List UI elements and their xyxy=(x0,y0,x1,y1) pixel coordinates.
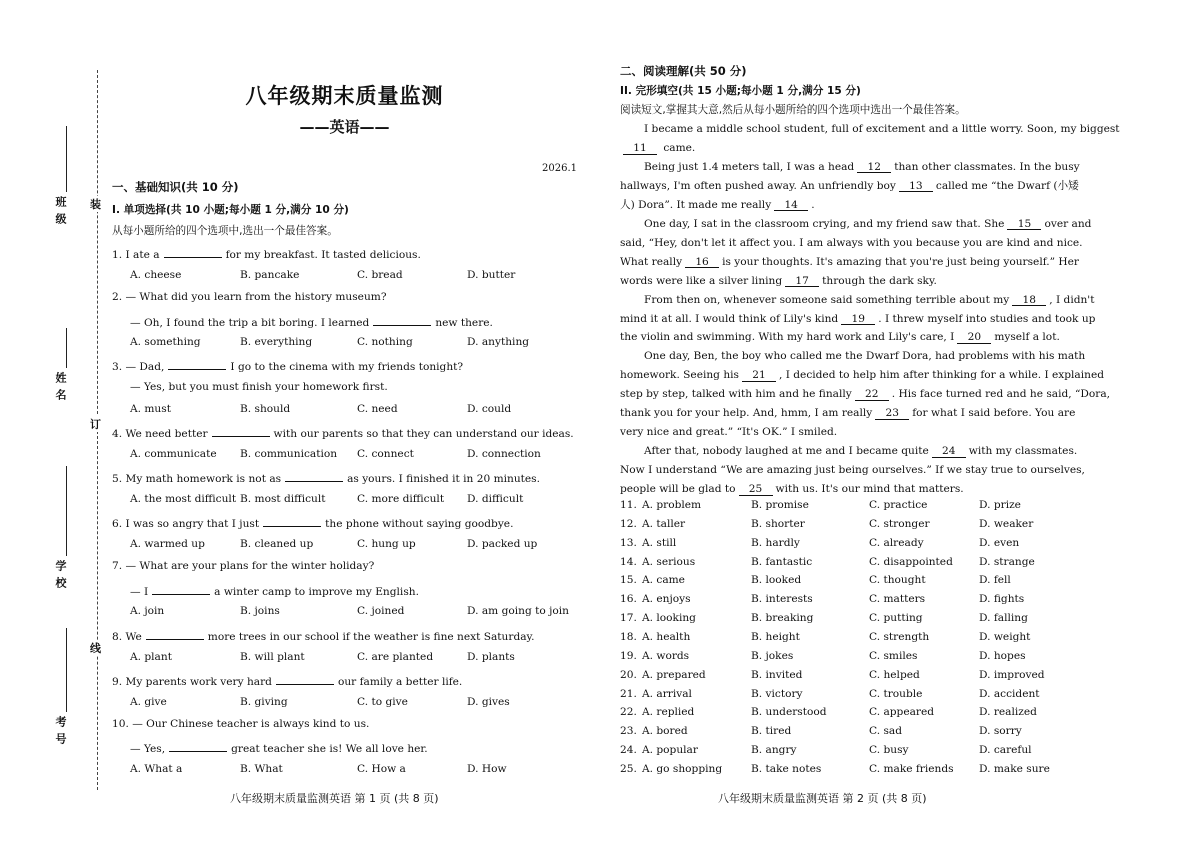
cloze-blank[interactable]: 18 xyxy=(1012,295,1046,307)
answer-blank[interactable] xyxy=(212,426,270,437)
option-c[interactable]: C. thought xyxy=(869,574,926,587)
option-a[interactable]: A. arrival xyxy=(642,687,692,700)
cloze-option-row xyxy=(620,538,1092,550)
passage-text: is your thoughts. It's amazing that you're just being yourself.” Her xyxy=(722,255,1079,268)
option-d[interactable]: D. fights xyxy=(979,593,1025,606)
option-c[interactable]: C. busy xyxy=(869,744,909,757)
question-line xyxy=(112,719,369,730)
answer-blank[interactable] xyxy=(146,629,204,640)
cloze-blank[interactable]: 20 xyxy=(957,332,991,344)
option-c[interactable]: C. appeared xyxy=(869,706,935,719)
question-text: — I xyxy=(130,586,149,598)
passage-line xyxy=(620,143,695,155)
passage-text: very nice and great.” “It's OK.” I smiled. xyxy=(620,426,838,439)
question-line xyxy=(112,561,374,572)
option-d[interactable]: D. packed up xyxy=(467,538,538,550)
option-c[interactable]: C. sad xyxy=(869,725,902,738)
bind-mark-xian: 线 xyxy=(90,642,101,655)
option-a[interactable]: A. prepared xyxy=(642,668,706,681)
passage-text: I became a middle school student, full of excitement and a little worry. Soon, my biggest xyxy=(644,123,1120,135)
option-a[interactable]: A. What a xyxy=(130,763,183,775)
passage-text: the violin and swimming. With my hard work and Lily's care, I xyxy=(620,331,955,344)
passage-text: step by step, talked with him and he finally xyxy=(620,388,852,401)
option-b[interactable]: B. cleaned up xyxy=(240,538,314,550)
answer-blank[interactable] xyxy=(164,247,222,258)
passage-line xyxy=(620,370,1104,382)
question-text: I go to the cinema with my friends tonight? xyxy=(230,361,464,373)
cloze-blank[interactable]: 11 xyxy=(623,143,657,155)
question-number: 16. xyxy=(620,593,637,606)
option-a[interactable]: A. enjoys xyxy=(642,593,691,606)
option-b[interactable]: B. understood xyxy=(751,706,827,719)
question-line xyxy=(130,315,493,329)
passage-text: hallways, I'm often pushed away. An unfriendly boy xyxy=(620,179,896,192)
question-text: our family a better life. xyxy=(337,676,463,688)
question-line xyxy=(112,471,540,485)
passage-line xyxy=(620,332,1060,344)
option-a[interactable]: A. popular xyxy=(642,744,698,757)
option-d[interactable]: D. careful xyxy=(979,744,1032,757)
option-b[interactable]: B. joins xyxy=(240,605,280,617)
option-a[interactable]: A. communicate xyxy=(130,448,217,460)
cloze-option-row xyxy=(620,670,1092,682)
option-a[interactable]: A. join xyxy=(130,605,165,617)
option-b[interactable]: B. tired xyxy=(751,725,792,738)
school-fill-line[interactable] xyxy=(66,466,67,556)
cloze-option-row xyxy=(620,632,1092,644)
question-text: with our parents so that they can understand our ideas. xyxy=(273,428,574,440)
cloze-blank[interactable]: 22 xyxy=(855,389,889,401)
cloze-blank[interactable]: 21 xyxy=(742,370,776,382)
option-b[interactable]: B. jokes xyxy=(751,649,794,662)
option-c[interactable]: C. disappointed xyxy=(869,555,953,568)
school-label: 学校 xyxy=(54,560,67,594)
question-text: more trees in our school if the weather is fine next Saturday. xyxy=(207,631,535,643)
option-a[interactable]: A. cheese xyxy=(130,269,182,281)
cloze-option-row xyxy=(620,500,1092,512)
question-line xyxy=(112,674,462,688)
exam-subtitle: ——英语—— xyxy=(299,118,390,136)
passage-text: people will be glad to xyxy=(620,483,736,496)
option-c[interactable]: C. to give xyxy=(357,696,408,708)
passage-line xyxy=(620,238,1083,249)
option-c[interactable]: C. more difficult xyxy=(357,493,445,505)
passage-line xyxy=(644,124,1120,135)
question-line xyxy=(130,584,419,598)
passage-text: . I threw myself into studies and took up xyxy=(878,312,1096,325)
question-number: 18. xyxy=(620,630,637,643)
option-a[interactable]: A. serious xyxy=(642,555,696,568)
option-row xyxy=(112,494,577,506)
option-c[interactable]: C. bread xyxy=(357,269,403,281)
option-d[interactable]: D. could xyxy=(467,403,512,415)
question-number: 22. xyxy=(620,706,637,719)
passage-line xyxy=(620,200,815,212)
question-number: 24. xyxy=(620,744,637,757)
option-d[interactable]: D. prize xyxy=(979,499,1021,511)
option-b[interactable]: B. should xyxy=(240,403,291,415)
question-number: 17. xyxy=(620,612,637,625)
option-a[interactable]: A. taller xyxy=(642,517,686,530)
option-c[interactable]: C. hung up xyxy=(357,538,416,550)
passage-text: After that, nobody laughed at me and I became quite xyxy=(644,445,929,458)
question-number: 15. xyxy=(620,574,637,587)
option-d[interactable]: D. anything xyxy=(467,336,530,348)
question-text: 2. — What did you learn from the history museum? xyxy=(112,291,387,303)
passage-text: mind it at all. I would think of Lily's kind xyxy=(620,312,839,325)
question-line xyxy=(112,292,387,303)
part2-heading: II. 完形填空(共 15 小题;每小题 1 分,满分 15 分) xyxy=(620,85,861,97)
option-b[interactable]: B. pancake xyxy=(240,269,300,281)
passage-text: for what I said before. You are xyxy=(912,407,1076,420)
answer-blank[interactable] xyxy=(263,516,321,527)
passage-line xyxy=(620,465,1085,476)
option-b[interactable]: B. invited xyxy=(751,668,803,681)
option-c[interactable]: C. practice xyxy=(869,499,928,511)
passage-line xyxy=(644,446,1077,458)
option-c[interactable]: C. are planted xyxy=(357,651,434,663)
option-c[interactable]: C. nothing xyxy=(357,336,413,348)
passage-line xyxy=(620,427,837,438)
option-b[interactable]: B. interests xyxy=(751,593,813,606)
option-a[interactable]: A. the most difficult xyxy=(130,493,237,505)
section2-heading: 二、阅读理解(共 50 分) xyxy=(620,64,747,78)
option-row xyxy=(112,697,577,709)
page2-footer: 八年级期末质量监测英语 第 2 页 (共 8 页) xyxy=(718,792,927,805)
cloze-option-row xyxy=(620,726,1092,738)
option-c[interactable]: C. already xyxy=(869,536,924,549)
passage-text: , I decided to help him after thinking for a while. I explained xyxy=(778,369,1104,382)
option-a[interactable]: A. bored xyxy=(642,725,688,738)
option-row xyxy=(112,652,577,664)
option-b[interactable]: B. hardly xyxy=(751,536,800,549)
cloze-option-row xyxy=(620,689,1092,701)
passage-line xyxy=(644,219,1091,231)
answer-blank[interactable] xyxy=(285,471,343,482)
option-b[interactable]: B. angry xyxy=(751,744,797,757)
option-d[interactable]: D. plants xyxy=(467,651,515,663)
question-text: as yours. I finished it in 20 minutes. xyxy=(347,473,540,485)
option-b[interactable]: B. victory xyxy=(751,687,803,700)
option-d[interactable]: D. difficult xyxy=(467,493,524,505)
option-row xyxy=(112,270,577,282)
option-c[interactable]: C. trouble xyxy=(869,687,923,700)
passage-text: came. xyxy=(660,141,696,154)
cloze-option-row xyxy=(620,613,1092,625)
cloze-blank[interactable]: 15 xyxy=(1007,219,1041,231)
passage-text: through the dark sky. xyxy=(822,274,937,287)
part2-instruction: 阅读短文,掌握其大意,然后从每小题所给的四个选项中选出一个最佳答案。 xyxy=(620,104,966,116)
passage-text: What really xyxy=(620,255,683,268)
passage-text: 人) Dora”. It made me really xyxy=(620,198,772,211)
cloze-blank[interactable]: 13 xyxy=(899,181,933,193)
question-text: for my breakfast. It tasted delicious. xyxy=(225,249,421,261)
binding-margin xyxy=(0,0,100,849)
question-line xyxy=(130,382,388,393)
option-c[interactable]: C. smiles xyxy=(869,649,918,662)
option-d[interactable]: D. realized xyxy=(979,706,1037,719)
question-number: 12. xyxy=(620,517,637,530)
answer-blank[interactable] xyxy=(373,315,431,326)
answer-blank[interactable] xyxy=(169,741,227,752)
passage-line xyxy=(620,389,1110,401)
option-row xyxy=(112,449,577,461)
name-fill-line[interactable] xyxy=(66,328,67,368)
option-b[interactable]: B. communication xyxy=(240,448,338,460)
question-line xyxy=(112,629,534,643)
passage-text: One day, I sat in the classroom crying, and my friend saw that. She xyxy=(644,217,1005,230)
question-text: 5. My math homework is not as xyxy=(112,473,282,485)
passage-text: words were like a silver lining xyxy=(620,274,783,287)
passage-text: over and xyxy=(1044,217,1092,230)
bind-mark-ding: 订 xyxy=(90,418,101,431)
option-a[interactable]: A. words xyxy=(642,649,690,662)
name-label: 姓名 xyxy=(54,372,67,406)
option-d[interactable]: D. connection xyxy=(467,448,541,460)
option-c[interactable]: C. joined xyxy=(357,605,405,617)
passage-text: called me “the Dwarf (小矮 xyxy=(935,179,1079,192)
option-b[interactable]: B. looked xyxy=(751,574,802,587)
option-a[interactable]: A. plant xyxy=(130,651,172,663)
passage-text: One day, Ben, the boy who called me the Dwarf Dora, had problems with his math xyxy=(644,350,1086,363)
cloze-option-row xyxy=(620,651,1092,663)
page1-footer: 八年级期末质量监测英语 第 1 页 (共 8 页) xyxy=(230,792,439,805)
option-row xyxy=(112,539,577,551)
passage-text: than other classmates. In the busy xyxy=(894,160,1080,173)
question-number: 23. xyxy=(620,725,637,738)
cloze-blank[interactable]: 19 xyxy=(841,314,875,326)
question-text: 8. We xyxy=(112,631,142,643)
passage-text: Now I understand “We are amazing just being ourselves.” If we stay true to ourselves, xyxy=(620,464,1085,477)
cloze-blank[interactable]: 14 xyxy=(774,200,808,212)
exam-date: 2026.1 xyxy=(542,163,577,174)
passage-text: . His face turned red and he said, “Dora, xyxy=(891,388,1111,401)
cloze-option-row xyxy=(620,557,1092,569)
option-a[interactable]: A. something xyxy=(130,336,201,348)
option-d[interactable]: D. gives xyxy=(467,696,510,708)
part1-heading: I. 单项选择(共 10 小题;每小题 1 分,满分 10 分) xyxy=(112,204,349,216)
option-d[interactable]: D. weaker xyxy=(979,517,1034,530)
question-text: — Yes, but you must finish your homework first. xyxy=(130,381,388,393)
option-d[interactable]: D. fell xyxy=(979,574,1011,587)
answer-blank[interactable] xyxy=(276,674,334,685)
option-b[interactable]: B. take notes xyxy=(751,762,822,775)
question-line xyxy=(112,247,421,261)
option-a[interactable]: A. replied xyxy=(642,706,695,719)
option-d[interactable]: D. hopes xyxy=(979,649,1026,662)
question-text: 9. My parents work very hard xyxy=(112,676,272,688)
question-text: 3. — Dad, xyxy=(112,361,165,373)
option-c[interactable]: C. How a xyxy=(357,763,406,775)
passage-line xyxy=(620,276,937,288)
question-number: 14. xyxy=(620,555,637,568)
question-text: the phone without saying goodbye. xyxy=(325,518,514,530)
option-b[interactable]: B. height xyxy=(751,630,800,643)
passage-line xyxy=(644,351,1085,362)
option-row xyxy=(112,764,577,776)
exam-title: 八年级期末质量监测 xyxy=(245,84,444,108)
passage-text: with my classmates. xyxy=(968,445,1078,458)
question-text: — Yes, xyxy=(130,743,166,755)
question-text: 6. I was so angry that I just xyxy=(112,518,260,530)
option-d[interactable]: D. accident xyxy=(979,687,1040,700)
option-d[interactable]: D. even xyxy=(979,536,1020,549)
passage-line xyxy=(620,314,1095,326)
cloze-option-row xyxy=(620,707,1092,719)
cloze-option-row xyxy=(620,575,1092,587)
question-text: — Oh, I found the trip a bit boring. I learned xyxy=(130,317,370,329)
cloze-blank[interactable]: 12 xyxy=(857,162,891,174)
question-text: great teacher she is! We all love her. xyxy=(231,743,428,755)
passage-text: , I didn't xyxy=(1049,293,1095,306)
passage-text: homework. Seeing his xyxy=(620,369,739,382)
option-c[interactable]: C. stronger xyxy=(869,517,930,530)
option-d[interactable]: D. butter xyxy=(467,269,516,281)
option-b[interactable]: B. will plant xyxy=(240,651,305,663)
cloze-option-row xyxy=(620,745,1092,757)
cloze-blank[interactable]: 23 xyxy=(875,408,909,420)
question-text: 7. — What are your plans for the winter holiday? xyxy=(112,560,375,572)
passage-text: myself a lot. xyxy=(994,331,1060,344)
option-b[interactable]: B. most difficult xyxy=(240,493,326,505)
option-b[interactable]: B. What xyxy=(240,763,283,775)
option-c[interactable]: C. make friends xyxy=(869,762,954,775)
question-text: 10. — Our Chinese teacher is always kind to us. xyxy=(112,718,370,730)
option-row xyxy=(112,606,577,618)
question-text: new there. xyxy=(435,317,493,329)
question-text: a winter camp to improve my English. xyxy=(214,586,419,598)
option-c[interactable]: C. need xyxy=(357,403,398,415)
option-a[interactable]: A. still xyxy=(642,536,677,549)
question-number: 25. xyxy=(620,762,637,775)
question-text: 4. We need better xyxy=(112,428,208,440)
passage-text: said, “Hey, don't let it affect you. I am always with you because you are kind and nice. xyxy=(620,236,1083,249)
passage-line xyxy=(644,295,1094,307)
option-a[interactable]: A. warmed up xyxy=(130,538,205,550)
answer-blank[interactable] xyxy=(152,584,210,595)
cloze-blank[interactable]: 25 xyxy=(739,484,773,496)
option-a[interactable]: A. problem xyxy=(642,499,702,511)
passage-line xyxy=(620,484,964,496)
exam-number-fill-line[interactable] xyxy=(66,628,67,712)
option-a[interactable]: A. go shopping xyxy=(642,762,723,775)
passage-text: with us. It's our mind that matters. xyxy=(775,483,964,496)
passage-text: thank you for your help. And, hmm, I am really xyxy=(620,407,873,420)
option-row xyxy=(112,337,577,349)
passage-text: Being just 1.4 meters tall, I was a head xyxy=(644,160,855,173)
part1-instruction: 从每小题所给的四个选项中,选出一个最佳答案。 xyxy=(112,225,338,237)
option-a[interactable]: A. came xyxy=(642,574,685,587)
passage-line xyxy=(620,257,1079,269)
option-d[interactable]: D. improved xyxy=(979,668,1045,681)
option-a[interactable]: A. must xyxy=(130,403,171,415)
option-a[interactable]: A. give xyxy=(130,696,167,708)
option-c[interactable]: C. connect xyxy=(357,448,414,460)
class-fill-line[interactable] xyxy=(66,126,67,192)
cloze-option-row xyxy=(620,519,1092,531)
cloze-blank[interactable]: 24 xyxy=(932,446,966,458)
option-d[interactable]: D. How xyxy=(467,763,507,775)
passage-text: From then on, whenever someone said something terrible about my xyxy=(644,293,1010,306)
option-c[interactable]: C. strength xyxy=(869,630,930,643)
option-b[interactable]: B. promise xyxy=(751,499,809,511)
option-d[interactable]: D. falling xyxy=(979,612,1028,625)
option-b[interactable]: B. shorter xyxy=(751,517,805,530)
answer-blank[interactable] xyxy=(168,359,226,370)
cloze-option-row xyxy=(620,594,1092,606)
passage-line xyxy=(620,408,1075,420)
question-number: 21. xyxy=(620,687,637,700)
option-row xyxy=(112,404,577,416)
option-a[interactable]: A. health xyxy=(642,630,691,643)
option-d[interactable]: D. sorry xyxy=(979,725,1022,738)
passage-text: . xyxy=(811,198,815,211)
passage-line xyxy=(644,162,1080,174)
exam-number-label: 考号 xyxy=(54,716,67,750)
passage-line xyxy=(620,181,1079,193)
cloze-option-row xyxy=(620,764,1092,776)
option-d[interactable]: D. weight xyxy=(979,630,1031,643)
question-text: 1. I ate a xyxy=(112,249,160,261)
option-c[interactable]: C. matters xyxy=(869,593,926,606)
option-b[interactable]: B. giving xyxy=(240,696,288,708)
option-b[interactable]: B. breaking xyxy=(751,612,814,625)
option-c[interactable]: C. putting xyxy=(869,612,923,625)
option-d[interactable]: D. strange xyxy=(979,555,1035,568)
option-d[interactable]: D. make sure xyxy=(979,762,1050,775)
question-line xyxy=(112,516,513,530)
option-b[interactable]: B. everything xyxy=(240,336,313,348)
option-b[interactable]: B. fantastic xyxy=(751,555,813,568)
question-line xyxy=(112,426,574,440)
question-line xyxy=(112,359,463,373)
cloze-blank[interactable]: 17 xyxy=(785,276,819,288)
option-d[interactable]: D. am going to join xyxy=(467,605,569,617)
bind-mark-zhuang: 装 xyxy=(90,198,101,211)
class-label: 班级 xyxy=(54,196,67,230)
option-c[interactable]: C. helped xyxy=(869,668,920,681)
option-a[interactable]: A. looking xyxy=(642,612,696,625)
question-number: 11. xyxy=(620,499,637,511)
cloze-blank[interactable]: 16 xyxy=(685,257,719,269)
question-line xyxy=(130,741,428,755)
section1-heading: 一、基础知识(共 10 分) xyxy=(112,180,239,194)
question-number: 19. xyxy=(620,649,637,662)
question-number: 20. xyxy=(620,668,637,681)
question-number: 13. xyxy=(620,536,637,549)
